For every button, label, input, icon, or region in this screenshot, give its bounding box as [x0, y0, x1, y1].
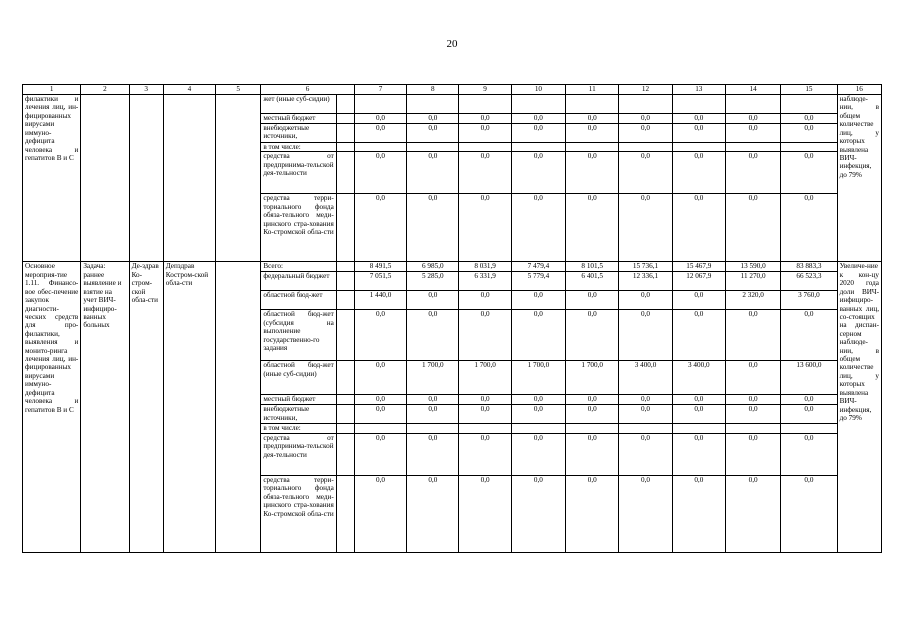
task-cell: Задача: раннее выявление и взятие на учет ВИЧ-инфициро-ванных больных	[81, 262, 129, 552]
value-cell: 0,0	[566, 124, 619, 143]
value-cell: 0,0	[566, 433, 619, 475]
funding-source-cell: жет (иные суб-сидии)	[261, 95, 336, 114]
value-cell: 0,0	[672, 433, 725, 475]
value-cell: 0,0	[459, 405, 511, 424]
value-cell: 0,0	[619, 395, 672, 405]
header-cell: 12	[619, 85, 672, 95]
value-cell: 0,0	[672, 114, 725, 124]
spacer-cell	[336, 424, 354, 433]
value-cell: 0,0	[672, 152, 725, 194]
value-cell: 0,0	[354, 124, 406, 143]
header-cell: 2	[81, 85, 129, 95]
value-cell: 0,0	[511, 194, 565, 262]
task-cell	[81, 95, 129, 262]
value-cell: 12 336,1	[619, 272, 672, 291]
value-cell: 8 101,5	[566, 262, 619, 272]
value-cell: 0,0	[407, 405, 459, 424]
value-cell: 15 467,9	[672, 262, 725, 272]
value-cell	[781, 424, 837, 433]
value-cell	[407, 143, 459, 152]
value-cell	[354, 424, 406, 433]
value-cell: 0,0	[725, 114, 780, 124]
value-cell	[672, 424, 725, 433]
funding-source-cell: средства терри-ториального фонда обяза-тельного меди-цинского стра-хования Ко-стромской обла-сти	[261, 194, 336, 262]
page-number: 20	[446, 38, 458, 50]
value-cell: 0,0	[672, 395, 725, 405]
funding-source-cell: внебюджетные источники,	[261, 405, 336, 424]
value-cell: 0,0	[619, 194, 672, 262]
value-cell: 0,0	[354, 194, 406, 262]
spacer-cell	[336, 291, 354, 310]
value-cell	[619, 143, 672, 152]
value-cell: 5 779,4	[511, 272, 565, 291]
funding-source-cell: средства от предпринима-тельской дея-тельности	[261, 433, 336, 475]
value-cell	[511, 143, 565, 152]
value-cell: 0,0	[781, 124, 837, 143]
value-cell: 0,0	[354, 152, 406, 194]
header-cell: 7	[354, 85, 406, 95]
funding-source-cell: местный бюджет	[261, 114, 336, 124]
value-cell: 7 051,5	[354, 272, 406, 291]
value-cell	[672, 95, 725, 114]
value-cell: 0,0	[354, 310, 406, 361]
value-cell: 0,0	[619, 114, 672, 124]
value-cell: 0,0	[511, 475, 565, 552]
funding-source-cell: областной бюд-жет (иные суб-сидии)	[261, 361, 336, 395]
value-cell: 7 479,4	[511, 262, 565, 272]
value-cell	[725, 424, 780, 433]
event-cell: филактики и лечения лиц, ин-фицированных вирусами иммуно-дефицита человека и гепатитов В и С	[23, 95, 81, 262]
value-cell: 0,0	[459, 152, 511, 194]
value-cell: 66 523,3	[781, 272, 837, 291]
funding-source-cell: Всего:	[261, 262, 336, 272]
value-cell	[566, 95, 619, 114]
value-cell: 0,0	[672, 194, 725, 262]
spacer-cell	[336, 475, 354, 552]
value-cell: 0,0	[407, 433, 459, 475]
spacer-cell	[336, 114, 354, 124]
value-cell: 0,0	[781, 194, 837, 262]
value-cell: 0,0	[354, 114, 406, 124]
empty-cell	[216, 262, 261, 552]
value-cell: 5 285,0	[407, 272, 459, 291]
value-cell: 0,0	[459, 124, 511, 143]
spacer-cell	[336, 152, 354, 194]
value-cell: 0,0	[781, 433, 837, 475]
spacer-cell	[336, 143, 354, 152]
value-cell	[725, 143, 780, 152]
funding-source-cell: внебюджетные источники,	[261, 124, 336, 143]
event-cell: Основное мероприя-тие 1.11. Финансо-вое обес-печение закупок диагности-ческих средств для про-филактики, выявления и монито-ринга лечения лиц, ин-фицированных вирусами иммуно-дефицита человека и гепатитов В и С	[23, 262, 81, 552]
value-cell: 0,0	[407, 194, 459, 262]
customer-cell: Депздрав Костром-ской обла-сти	[163, 262, 215, 552]
value-cell: 12 067,9	[672, 272, 725, 291]
spacer-cell	[336, 262, 354, 272]
value-cell: 0,0	[672, 291, 725, 310]
value-cell: 0,0	[566, 114, 619, 124]
result-cell: наблюде-нии, в общем количестве лиц, у которых выявлена ВИЧ-инфекция, до 79%	[837, 95, 881, 262]
value-cell: 0,0	[725, 124, 780, 143]
header-cell: 16	[837, 85, 881, 95]
value-cell: 0,0	[619, 310, 672, 361]
value-cell	[566, 143, 619, 152]
value-cell: 0,0	[459, 475, 511, 552]
value-cell	[407, 424, 459, 433]
value-cell: 1 700,0	[511, 361, 565, 395]
value-cell: 0,0	[672, 310, 725, 361]
value-cell: 0,0	[511, 124, 565, 143]
value-cell: 0,0	[725, 433, 780, 475]
value-cell: 1 700,0	[407, 361, 459, 395]
value-cell: 0,0	[725, 395, 780, 405]
header-cell: 6	[261, 85, 355, 95]
value-cell	[672, 143, 725, 152]
value-cell	[781, 143, 837, 152]
value-cell: 0,0	[459, 291, 511, 310]
value-cell: 0,0	[725, 310, 780, 361]
value-cell: 0,0	[407, 475, 459, 552]
value-cell	[407, 95, 459, 114]
value-cell: 0,0	[566, 310, 619, 361]
value-cell: 6 985,0	[407, 262, 459, 272]
spacer-cell	[336, 361, 354, 395]
value-cell	[354, 95, 406, 114]
value-cell: 3 760,0	[781, 291, 837, 310]
value-cell: 0,0	[781, 475, 837, 552]
header-row	[23, 85, 882, 95]
header-cell: 3	[129, 85, 163, 95]
value-cell: 6 401,5	[566, 272, 619, 291]
header-cell: 1	[23, 85, 81, 95]
value-cell	[459, 95, 511, 114]
table-body	[23, 85, 882, 553]
value-cell	[619, 95, 672, 114]
value-cell: 0,0	[619, 405, 672, 424]
value-cell: 0,0	[459, 433, 511, 475]
spacer-cell	[336, 405, 354, 424]
value-cell: 0,0	[725, 361, 780, 395]
funding-source-cell: федеральный бюджет	[261, 272, 336, 291]
value-cell	[354, 143, 406, 152]
value-cell: 0,0	[407, 114, 459, 124]
value-cell: 0,0	[511, 114, 565, 124]
value-cell	[511, 95, 565, 114]
value-cell: 0,0	[459, 310, 511, 361]
value-cell: 0,0	[511, 291, 565, 310]
value-cell: 0,0	[354, 405, 406, 424]
spacer-cell	[336, 194, 354, 262]
value-cell: 0,0	[781, 395, 837, 405]
customer-cell	[163, 95, 215, 262]
value-cell: 3 400,0	[672, 361, 725, 395]
spacer-cell	[336, 310, 354, 361]
value-cell: 0,0	[566, 291, 619, 310]
funding-source-cell: областной бюд-жет (субсидия на выполнение государственно-го задания	[261, 310, 336, 361]
header-cell: 9	[459, 85, 511, 95]
value-cell: 8 491,5	[354, 262, 406, 272]
value-cell: 0,0	[725, 152, 780, 194]
value-cell: 0,0	[566, 194, 619, 262]
value-cell: 0,0	[511, 310, 565, 361]
header-cell: 8	[407, 85, 459, 95]
funding-source-cell: средства от предпринима-тельской дея-тельности	[261, 152, 336, 194]
value-cell: 0,0	[619, 124, 672, 143]
spacer-cell	[336, 395, 354, 405]
table-row	[23, 95, 882, 114]
header-cell: 10	[511, 85, 565, 95]
header-cell: 5	[216, 85, 261, 95]
funding-table	[22, 84, 882, 553]
value-cell: 0,0	[407, 395, 459, 405]
value-cell: 0,0	[459, 114, 511, 124]
value-cell: 0,0	[511, 405, 565, 424]
value-cell: 0,0	[672, 124, 725, 143]
value-cell	[459, 424, 511, 433]
value-cell: 0,0	[566, 395, 619, 405]
value-cell: 0,0	[619, 433, 672, 475]
value-cell: 0,0	[459, 395, 511, 405]
value-cell: 0,0	[566, 405, 619, 424]
value-cell: 0,0	[725, 475, 780, 552]
value-cell: 0,0	[566, 152, 619, 194]
value-cell: 0,0	[566, 475, 619, 552]
header-cell: 15	[781, 85, 837, 95]
funding-source-cell: областной бюд-жет	[261, 291, 336, 310]
value-cell: 13 590,0	[725, 262, 780, 272]
value-cell: 0,0	[407, 124, 459, 143]
table-row	[23, 262, 882, 272]
funding-source-cell: в том числе:	[261, 143, 336, 152]
value-cell: 2 320,0	[725, 291, 780, 310]
value-cell	[566, 424, 619, 433]
value-cell: 0,0	[619, 152, 672, 194]
value-cell: 0,0	[511, 395, 565, 405]
spacer-cell	[336, 124, 354, 143]
value-cell	[781, 95, 837, 114]
value-cell: 0,0	[459, 194, 511, 262]
header-cell: 13	[672, 85, 725, 95]
value-cell: 1 700,0	[459, 361, 511, 395]
value-cell: 1 440,0	[354, 291, 406, 310]
value-cell: 3 400,0	[619, 361, 672, 395]
spacer-cell	[336, 433, 354, 475]
value-cell: 0,0	[672, 405, 725, 424]
value-cell: 13 600,0	[781, 361, 837, 395]
executor-cell: Де-здрав Ко-стром-ской обла-сти	[129, 262, 163, 552]
funding-source-cell: в том числе:	[261, 424, 336, 433]
funding-source-cell: средства терри-ториального фонда обяза-тельного меди-цинского стра-хования Ко-стромской обла-сти	[261, 475, 336, 552]
value-cell: 0,0	[619, 475, 672, 552]
value-cell: 83 883,3	[781, 262, 837, 272]
spacer-cell	[336, 272, 354, 291]
value-cell	[511, 424, 565, 433]
value-cell: 6 331,9	[459, 272, 511, 291]
value-cell: 0,0	[781, 310, 837, 361]
header-cell: 14	[725, 85, 780, 95]
result-cell: Увеличе-ние к кон-цу 2020 года доли ВИЧ-инфициро-ванных лиц, со-стоящих на диспан-серном наблюде-нии, в общем количестве лиц, у которых выявлена ВИЧ-инфекция, до 79%	[837, 262, 881, 552]
value-cell: 0,0	[407, 152, 459, 194]
value-cell: 1 700,0	[566, 361, 619, 395]
value-cell: 0,0	[354, 433, 406, 475]
value-cell: 8 031,9	[459, 262, 511, 272]
header-cell: 11	[566, 85, 619, 95]
value-cell: 0,0	[672, 475, 725, 552]
value-cell	[725, 95, 780, 114]
value-cell: 0,0	[354, 361, 406, 395]
value-cell: 0,0	[725, 194, 780, 262]
value-cell: 0,0	[781, 405, 837, 424]
value-cell: 15 736,1	[619, 262, 672, 272]
value-cell: 0,0	[407, 291, 459, 310]
value-cell: 0,0	[619, 291, 672, 310]
value-cell: 11 270,0	[725, 272, 780, 291]
value-cell: 0,0	[354, 475, 406, 552]
value-cell: 0,0	[354, 395, 406, 405]
value-cell: 0,0	[781, 152, 837, 194]
value-cell: 0,0	[781, 114, 837, 124]
funding-source-cell: местный бюджет	[261, 395, 336, 405]
value-cell	[619, 424, 672, 433]
value-cell: 0,0	[725, 405, 780, 424]
value-cell: 0,0	[511, 152, 565, 194]
empty-cell	[216, 95, 261, 262]
value-cell: 0,0	[407, 310, 459, 361]
value-cell	[459, 143, 511, 152]
executor-cell	[129, 95, 163, 262]
value-cell: 0,0	[511, 433, 565, 475]
header-cell: 4	[163, 85, 215, 95]
spacer-cell	[336, 95, 354, 114]
